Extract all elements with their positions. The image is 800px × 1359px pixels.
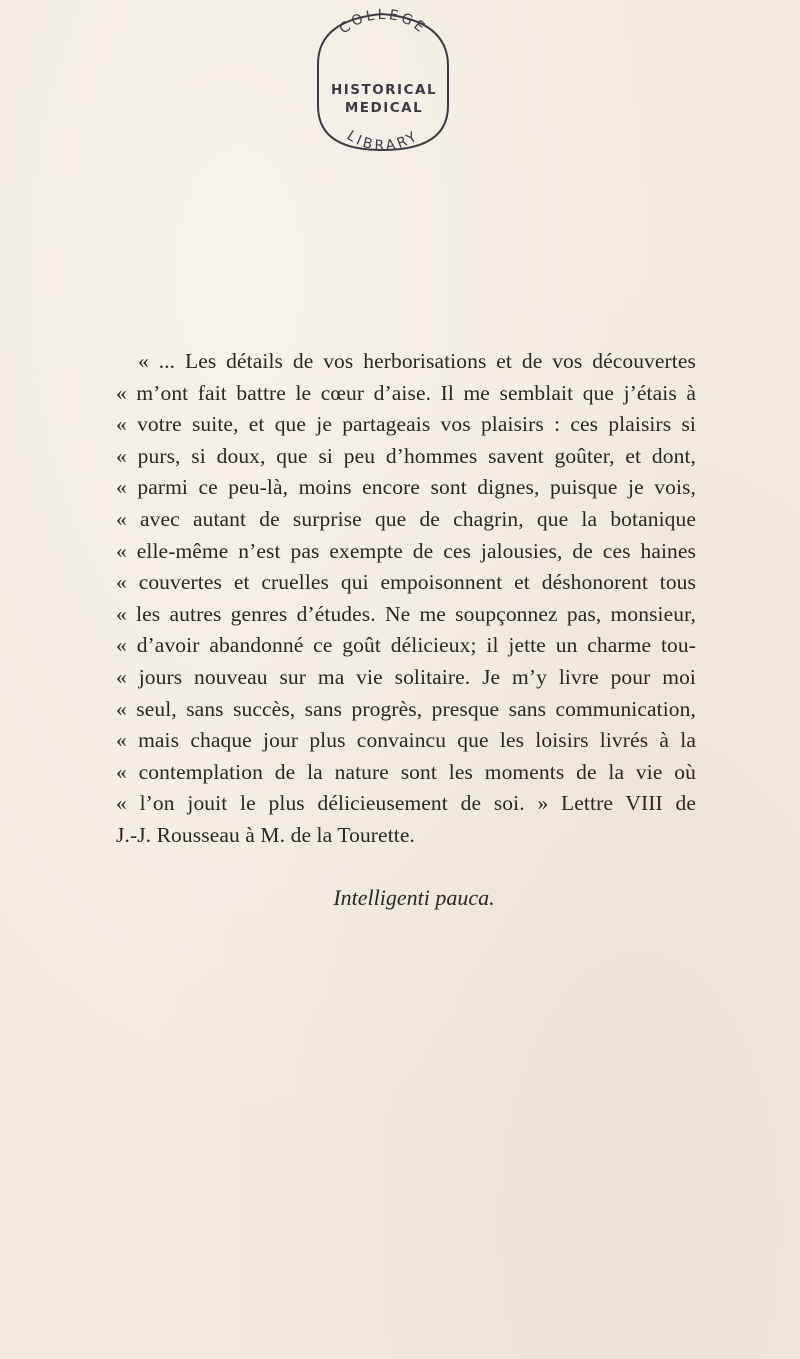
quote-line: « m’ont fait battre le cœur d’aise. Il me semblait que j’étais à: [116, 380, 696, 405]
quote-line: « jours nouveau sur ma vie solitaire. Je m’y livre pour moi: [116, 664, 696, 689]
quote-line: « votre suite, et que je partageais vos plaisirs : ces plaisirs si: [116, 412, 696, 437]
quote-line: « d’avoir abandonné ce goût délicieux; il jette un charme tou-: [116, 633, 696, 658]
quote-line: « elle-même n’est pas exempte de ces jalousies, de ces haines: [116, 538, 696, 563]
quote-line: « ... Les détails de vos herborisations et de vos découvertes: [138, 349, 696, 373]
quote-line: « les autres genres d’études. Ne me soupçonnez pas, monsieur,: [116, 601, 696, 626]
quote-line: « mais chaque jour plus convaincu que les loisirs livrés à la: [116, 728, 696, 753]
epigraph-quote: [116, 346, 696, 852]
quote-line: « l’on jouit le plus délicieusement de soi. » Lettre VIII de: [116, 791, 696, 816]
quote-line: « seul, sans succès, sans progrès, presque sans communication,: [116, 696, 696, 721]
quote-line: « avec autant de surprise que de chagrin, que la botanique: [116, 506, 696, 531]
quote-attribution-line: J.-J. Rousseau à M. de la Tourette.: [116, 822, 415, 847]
quote-line: « couvertes et cruelles qui empoisonnent et déshonorent tous: [116, 570, 696, 595]
stamp-line-1: HISTORICAL: [330, 82, 438, 98]
stamp-top-text: COLLEGE: [336, 6, 430, 38]
quote-line: « contemplation de la nature sont les moments de la vie où: [116, 759, 696, 784]
library-stamp: [298, 4, 466, 154]
quote-line: « purs, si doux, que si peu d’hommes savent goûter, et dont,: [116, 443, 696, 468]
motto: Intelligenti pauca.: [333, 885, 495, 910]
stamp-bottom-text: LIBRARY: [343, 127, 423, 154]
stamp-line-2: MEDICAL: [344, 100, 424, 116]
quote-line: « parmi ce peu-là, moins encore sont dignes, puisque je vois,: [116, 475, 696, 500]
library-stamp-seal: [298, 4, 466, 154]
